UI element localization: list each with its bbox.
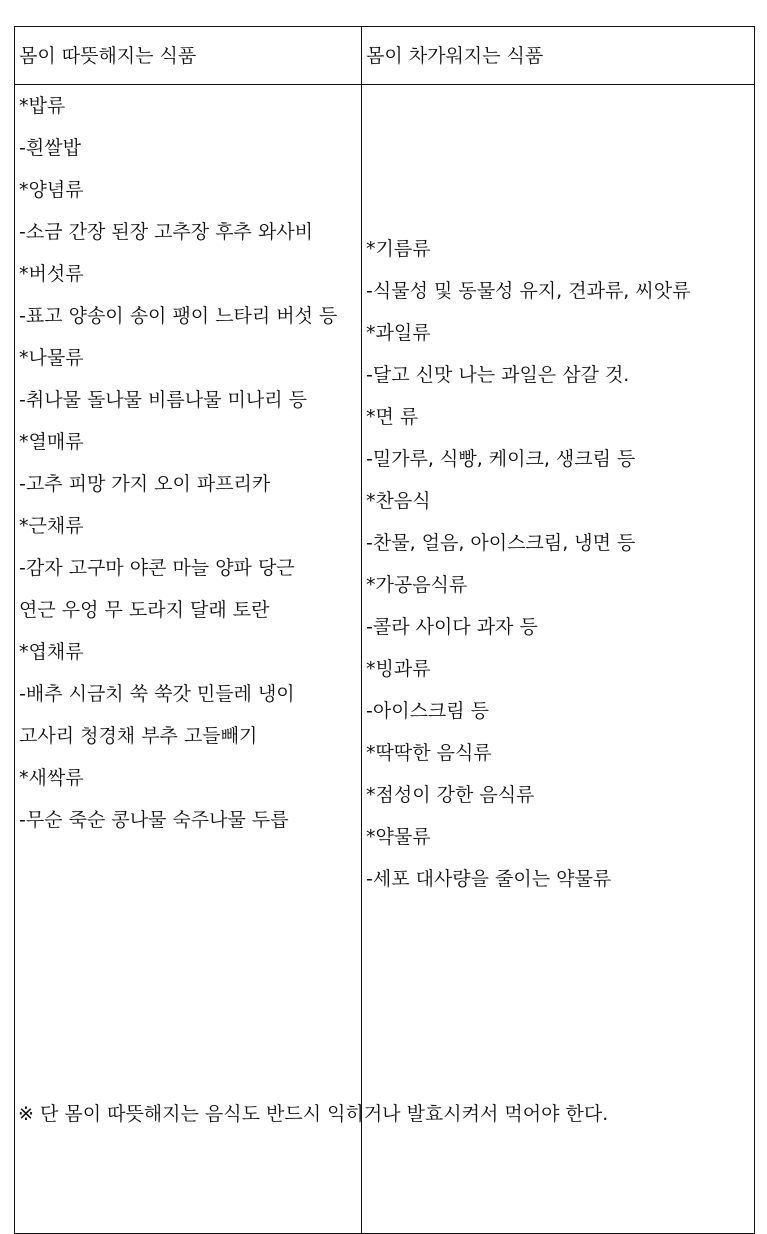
header-warm-foods: 몸이 따뜻해지는 식품 — [15, 27, 362, 85]
warm-food-line: -취나물 돌나물 비름나물 미나리 등 — [19, 389, 307, 411]
warm-food-line: -표고 양송이 송이 팽이 느타리 버섯 등 — [19, 305, 338, 327]
cold-food-line: *빙과류 — [366, 658, 431, 680]
warm-food-line: -감자 고구마 야콘 마늘 양파 당근 — [19, 557, 295, 579]
cold-food-line: *면 류 — [366, 406, 419, 428]
warm-food-line: *열매류 — [19, 431, 84, 453]
warm-food-line: *근채류 — [19, 515, 84, 537]
cold-food-line: -식물성 및 동물성 유지, 견과류, 씨앗류 — [366, 280, 691, 302]
warm-food-line: *나물류 — [19, 347, 84, 369]
warm-food-line: *새싹류 — [19, 767, 84, 789]
cold-food-line: -찬물, 얼음, 아이스크림, 냉면 등 — [366, 532, 636, 554]
warm-food-line: *엽채류 — [19, 641, 84, 663]
cold-food-line: -아이스크림 등 — [366, 700, 490, 722]
cold-food-line: -달고 신맛 나는 과일은 삼갈 것. — [366, 364, 630, 386]
cold-foods-cell — [362, 85, 755, 1234]
warm-food-line: 연근 우엉 무 도라지 달래 토란 — [19, 599, 270, 621]
cold-food-line: *점성이 강한 음식류 — [366, 784, 535, 806]
warm-food-line: *양념류 — [19, 179, 84, 201]
food-comparison-table — [14, 26, 755, 1234]
table-body-row — [15, 85, 755, 1234]
warm-food-line: -고추 피망 가지 오이 파프리카 — [19, 473, 271, 495]
cold-food-line: -세포 대사량을 줄이는 약물류 — [366, 868, 612, 890]
cold-food-line: *찬음식 — [366, 490, 431, 512]
cold-food-line: -밀가루, 식빵, 케이크, 생크림 등 — [366, 448, 636, 470]
warm-food-line: *버섯류 — [19, 263, 84, 285]
table-header-row — [15, 27, 755, 85]
warm-food-line: -소금 간장 된장 고추장 후추 와사비 — [19, 221, 314, 243]
warm-food-line: *밥류 — [19, 95, 66, 117]
warm-food-line: -흰쌀밥 — [19, 137, 81, 159]
warm-food-line: -무순 죽순 콩나물 숙주나물 두릅 — [19, 809, 289, 831]
cold-food-line: *약물류 — [366, 826, 431, 848]
cold-food-line: *딱딱한 음식류 — [366, 742, 492, 764]
footnote: ※ 단 몸이 따뜻해지는 음식도 반드시 익히거나 발효시켜서 먹어야 한다. — [18, 1103, 609, 1125]
cold-food-line: *가공음식류 — [366, 574, 468, 596]
cold-food-line: -콜라 사이다 과자 등 — [366, 616, 538, 638]
warm-food-line: 고사리 청경채 부추 고들빼기 — [19, 725, 258, 747]
cold-food-line: *기름류 — [366, 238, 431, 260]
cold-food-line: *과일류 — [366, 322, 431, 344]
header-cold-foods: 몸이 차가워지는 식품 — [362, 27, 755, 85]
warm-food-line: -배추 시금치 쑥 쑥갓 민들레 냉이 — [19, 683, 295, 705]
warm-foods-cell — [15, 85, 362, 1234]
